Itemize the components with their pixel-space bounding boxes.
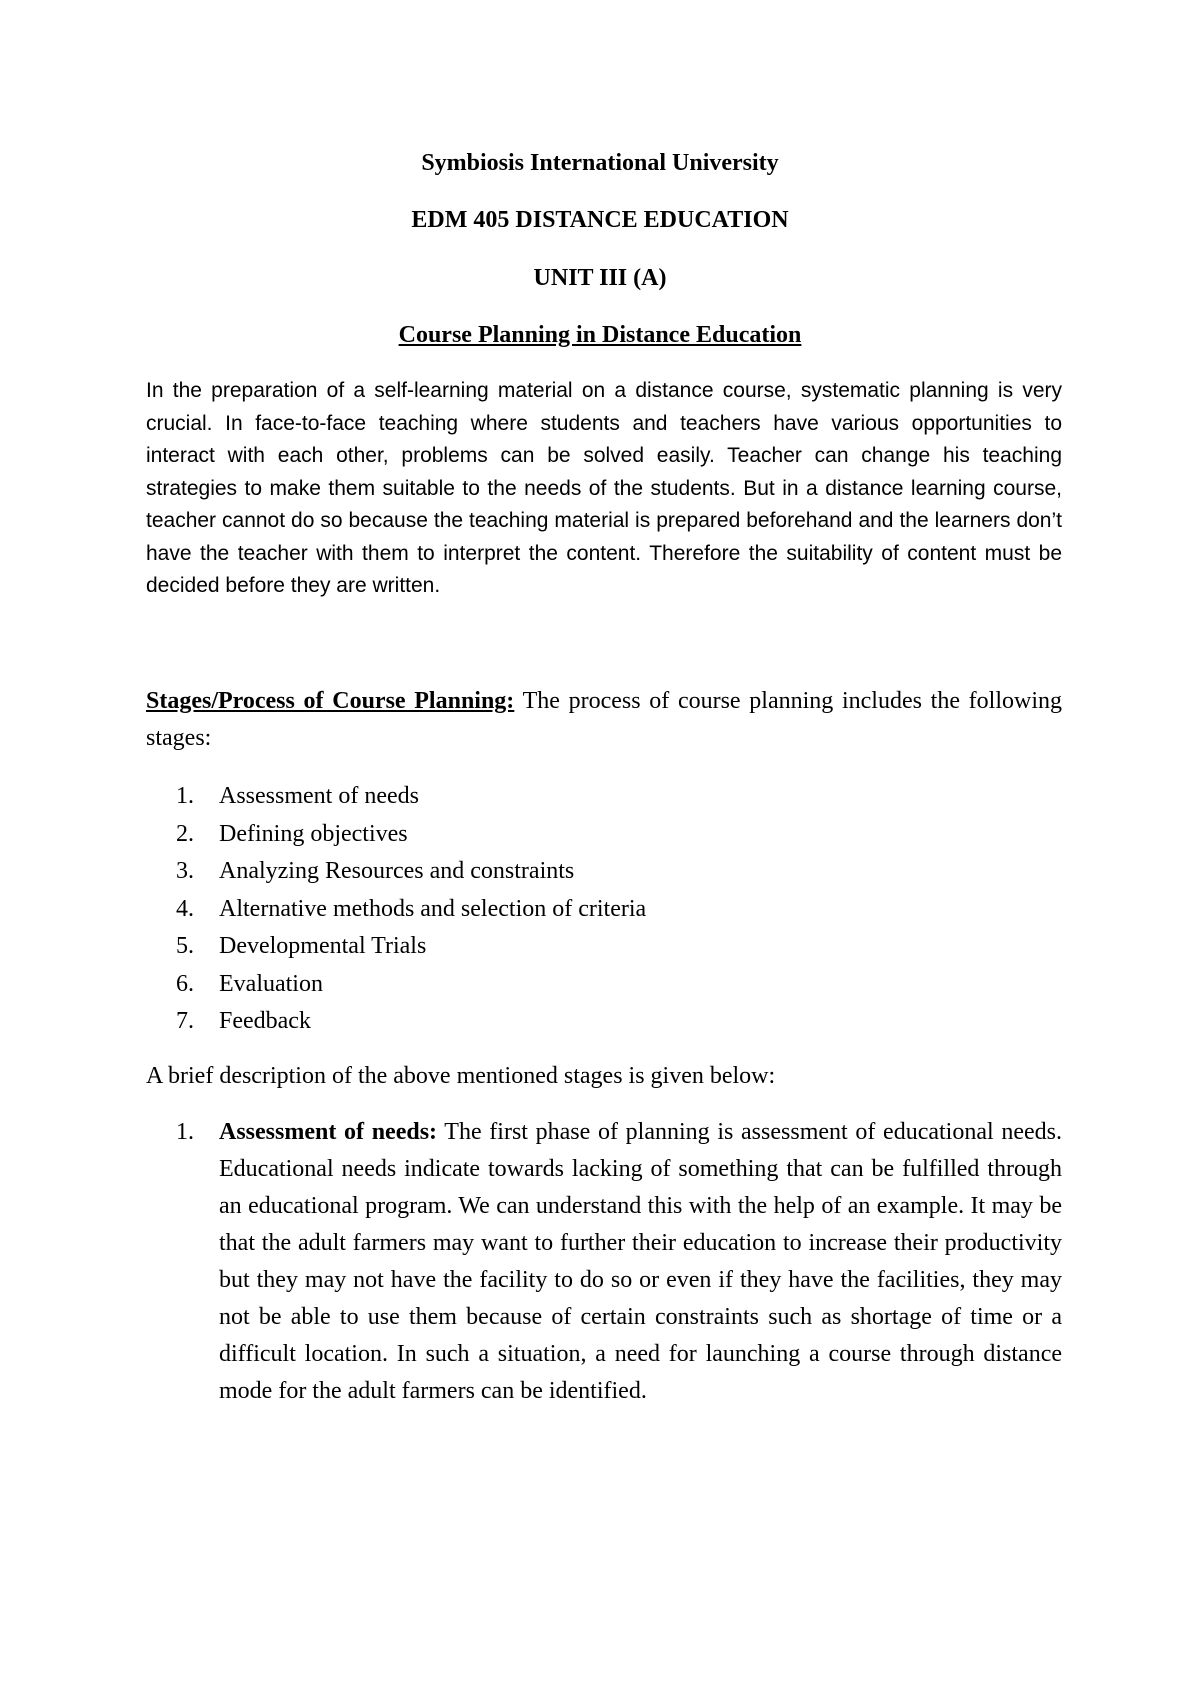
list-item-label: Assessment of needs bbox=[219, 783, 419, 809]
description-item bbox=[146, 1114, 1062, 1410]
list-item-number: 3. bbox=[176, 858, 194, 884]
unit-label: UNIT III (A) bbox=[533, 265, 667, 291]
list-item bbox=[146, 966, 646, 1004]
list-item bbox=[146, 816, 646, 854]
page-title: Course Planning in Distance Education bbox=[398, 322, 802, 348]
description-item-body bbox=[219, 1114, 1062, 1410]
list-item-number: 7. bbox=[176, 1008, 194, 1034]
stages-heading: Stages/Process of Course Planning: bbox=[146, 688, 515, 714]
list-item-label: Alternative methods and selection of criteria bbox=[219, 895, 647, 922]
list-item-label: Evaluation bbox=[219, 970, 323, 997]
list-item-number: 1. bbox=[176, 783, 194, 809]
list-item-label: Feedback bbox=[219, 1008, 311, 1034]
list-item bbox=[146, 928, 646, 966]
list-item-label: Developmental Trials bbox=[219, 933, 427, 959]
description-item-text: The first phase of planning is assessment of educational needs. Educational needs indicate towards lacking of something that can be fulfilled through an educational program. We can understand this with the help of an example. It may be that the adult farmers may want to further their education to increase their productivity but they may not have the facility to do so or even if they have the facilities, they may not be able to use them because of certain constraints such as shortage of time or a difficult location. In such a situation, a need for launching a course through distance mode for the adult farmers can be identified. bbox=[219, 1119, 1062, 1404]
stages-paragraph bbox=[146, 683, 1062, 757]
intro-paragraph: In the preparation of a self-learning material on a distance course, systematic planning is very crucial. In face-to-face teaching where students and teachers have various opportunities to interact with each other, problems can be solved easily. Teacher can change his teaching strategies to make them suitable to the needs of the students. But in a distance learning course, teacher cannot do so because the teaching material is prepared beforehand and the learners don’t have the teacher with them to interpret the content. Therefore the suitability of content must be decided before they are written. bbox=[146, 379, 1062, 597]
list-item-label: Defining objectives bbox=[219, 820, 408, 847]
stages-intro: The process of course planning includes the following stages: bbox=[146, 688, 1062, 751]
list-item bbox=[146, 1003, 646, 1041]
list-item bbox=[146, 891, 646, 929]
description-item-number: 1. bbox=[176, 1119, 194, 1145]
list-item-number: 6. bbox=[176, 970, 194, 997]
description-intro: A brief description of the above mentioned stages is given below: bbox=[146, 1063, 776, 1089]
list-item-number: 2. bbox=[176, 820, 194, 847]
list-item-number: 4. bbox=[176, 895, 194, 922]
description-item-term: Assessment of needs: bbox=[219, 1119, 438, 1145]
list-item-label: Analyzing Resources and constraints bbox=[219, 858, 575, 884]
list-item bbox=[146, 778, 646, 816]
university-name: Symbiosis International University bbox=[421, 150, 779, 176]
course-code: EDM 405 DISTANCE EDUCATION bbox=[411, 207, 789, 233]
stage-list bbox=[146, 778, 646, 1041]
list-item-number: 5. bbox=[176, 933, 194, 959]
list-item bbox=[146, 853, 646, 891]
